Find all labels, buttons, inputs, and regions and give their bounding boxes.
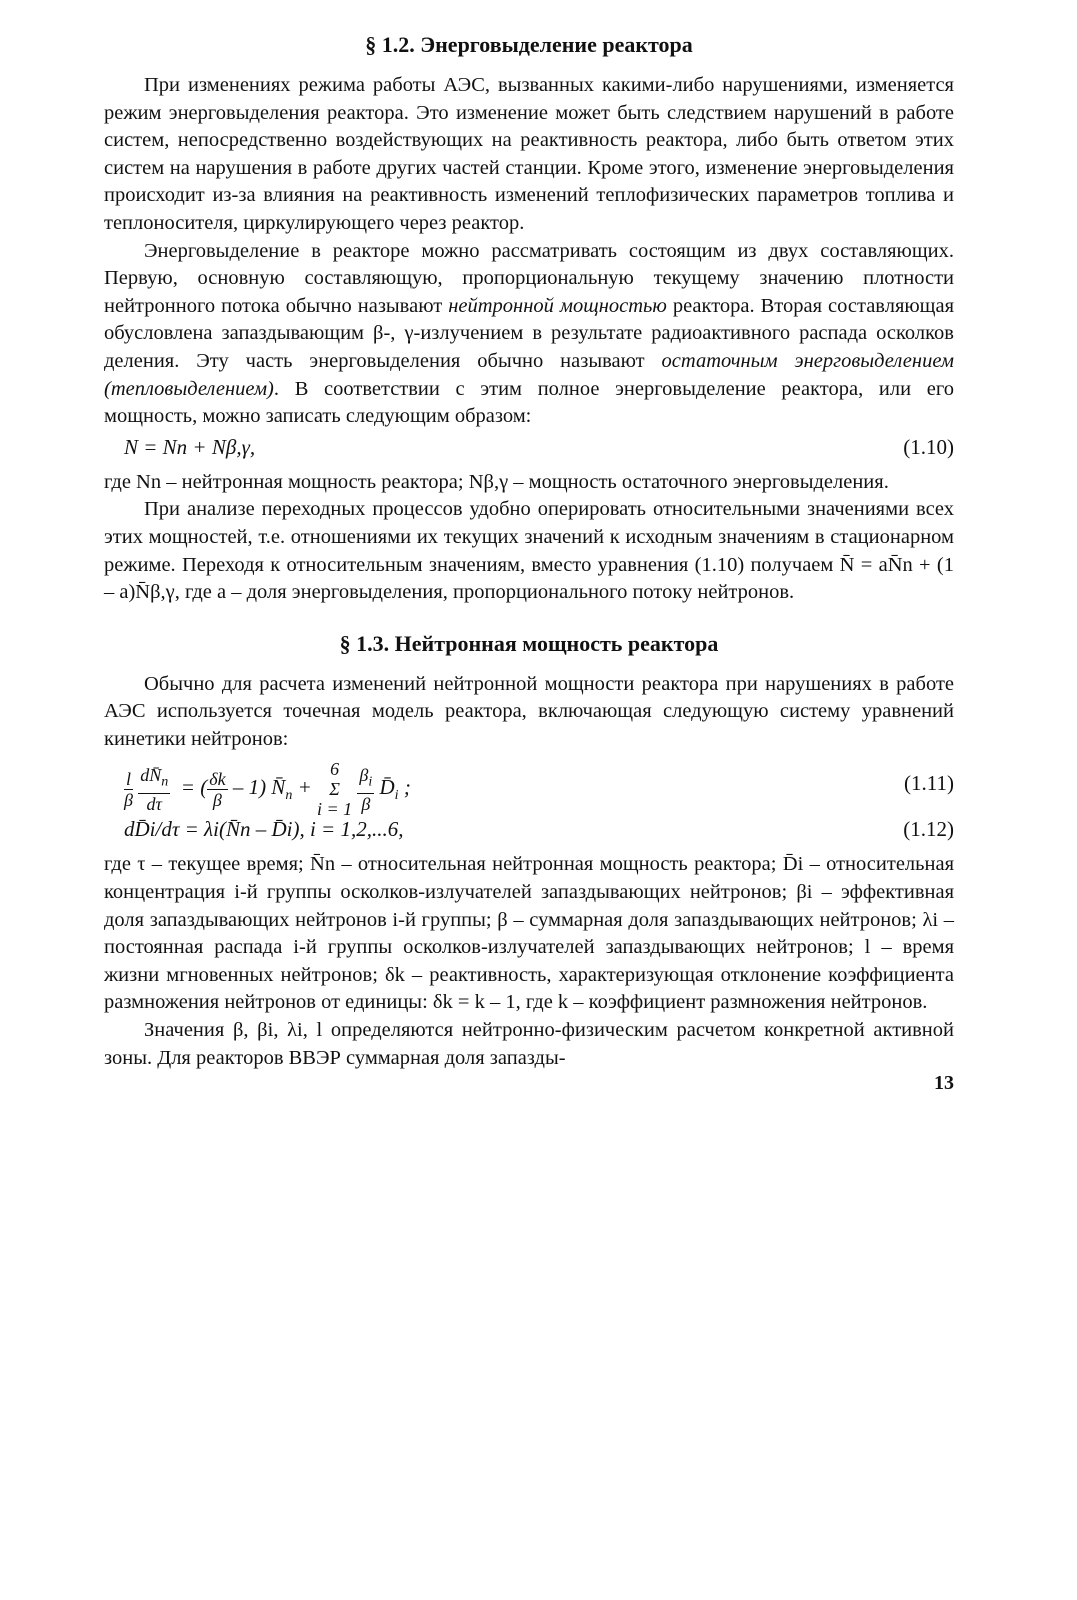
equation-1-12: [104, 813, 954, 851]
paragraph: где Nn – нейтронная мощность реактора; Nβ,γ – мощность остаточного энерговыделения.: [104, 470, 889, 493]
paragraph: где τ – текущее время; N̄n – относительная нейтронная мощность реактора; D̄i – относительная концентрация i-й группы осколков-излучателей запаздывающих нейтронов; βi – эффективная доля запаздывающих нейтронов i-й группы; β – суммарная доля запаздывающих нейтронов; λi – постоянная распада i-й группы осколков-излучателей запаздывающих нейтронов; l – время жизни мгновенных нейтронов; δk – реактивность, характеризующая отклонение коэффициента размножения нейтронов от единицы: δk = k – 1, где k – коэффициент размножения нейтронов.: [104, 853, 954, 1014]
equation-number: (1.11): [904, 771, 954, 796]
equation-body: $\frac{l}{\beta}$ $\frac{dN̄_n}{d\tau}$ = ( $\frac{\delta k}{\beta}$ – 1) $N̄_n$ + 6 Σ i = 1 $\frac{\beta_i}{\beta}$ $D̄_i$ ;: [124, 759, 411, 820]
equation-body: N = Nn + Nβ,γ,: [124, 434, 256, 459]
equation-number: (1.12): [903, 817, 954, 842]
equation-1-11: [104, 753, 954, 820]
paragraph: Значения β, βi, λi, l определяются нейтронно-физическим расчетом конкретной активной зоны. Для реакторов ВВЭР суммарная доля запазды-: [104, 1019, 954, 1069]
page-number: 13: [934, 1072, 954, 1095]
page-content: [104, 30, 955, 1095]
section-title-1-3: § 1.3. Нейтронная мощность реактора: [339, 630, 719, 656]
equation-number: (1.10): [903, 434, 954, 459]
paragraph: При изменениях режима работы АЭС, вызванных какими-либо нарушениями, изменяется режим энерговыделения реактора. Это изменение может быть следствием нарушений в работе систем, непосредственно воздействующих на реактивность реактора, либо быть ответом этих систем на нарушения в работе других частей станции. Кроме этого, изменение энерговыделения происходит из-за влияния на реактивность изменений теплофизических параметров топлива и теплоносителя, циркулирующего через реактор.: [104, 74, 954, 234]
paragraph: Энерговыделение в реакторе можно рассматривать состоящим из двух составляющих. Первую, основную составляющую, пропорциональную текущему значению плотности нейтронного потока обычно называют нейтронной мощностью реактора. Вторая составляющая обусловлена запаздывающим β-, γ-излучением в результате радиоактивного распада осколков деления. Эту часть энерговыделения обычно называют остаточным энерговыделением (тепловыделением). В соответствии с этим полное энерговыделение реактора, или его мощность, можно записать следующим образом:: [104, 239, 955, 428]
section-title-1-2: § 1.2. Энерговыделение реактора: [365, 32, 693, 57]
paragraph: Обычно для расчета изменений нейтронной мощности реактора при нарушениях в работе АЭС используется точечная модель реактора, включающая следующую систему уравнений кинетики нейтронов:: [104, 672, 954, 750]
equation-body: dD̄i/dτ = λi(N̄n – D̄i), i = 1,2,...6,: [124, 817, 404, 842]
equation-1-10: [104, 431, 954, 469]
paragraph: При анализе переходных процессов удобно оперировать относительными значениями всех этих мощностей, т.е. отношениями их текущих значений к исходным значениям в стационарном режиме. Переходя к относительным значениям, вместо уравнения (1.10) получаем N̄ = aN̄n + (1 – a)N̄β,γ, где a – доля энерговыделения, пропорционального потоку нейтронов.: [104, 498, 954, 604]
